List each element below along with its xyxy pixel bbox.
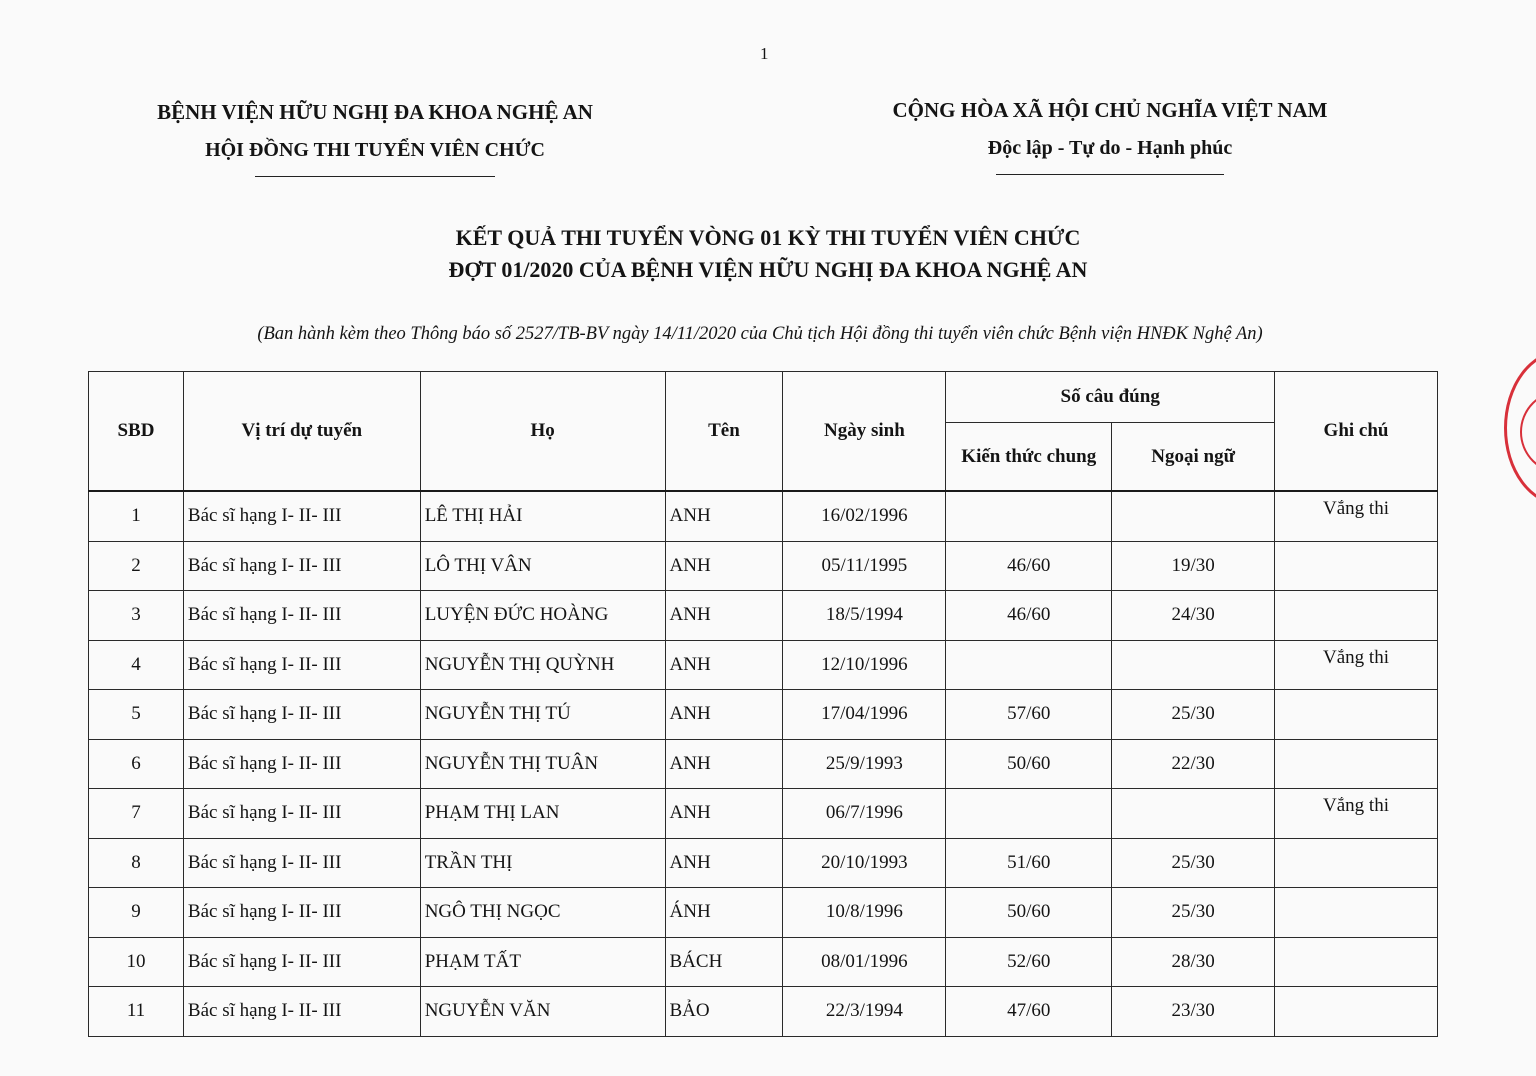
cell-dob: 08/01/1996 <box>783 937 946 987</box>
table-row <box>89 591 1438 641</box>
cell-sbd: 10 <box>89 937 184 987</box>
cell-sbd: 5 <box>89 690 184 740</box>
cell-surname: TRẦN THỊ <box>420 838 665 888</box>
cell-general-knowledge: 47/60 <box>946 987 1112 1037</box>
table-row <box>89 739 1438 789</box>
cell-surname: NGUYỄN THỊ TÚ <box>420 690 665 740</box>
cell-dob: 25/9/1993 <box>783 739 946 789</box>
cell-general-knowledge <box>946 491 1112 541</box>
cell-position: Bác sĩ hạng I- II- III <box>183 838 420 888</box>
cell-note <box>1275 690 1438 740</box>
cell-foreign-language: 25/30 <box>1112 888 1275 938</box>
cell-sbd: 4 <box>89 640 184 690</box>
header-position: Vị trí dự tuyển <box>183 372 420 492</box>
cell-surname: LUYỆN ĐỨC HOÀNG <box>420 591 665 641</box>
cell-note <box>1275 838 1438 888</box>
cell-surname: NGUYỄN THỊ TUÂN <box>420 739 665 789</box>
table-row <box>89 491 1438 541</box>
cell-note: Vắng thi <box>1275 491 1438 541</box>
cell-dob: 17/04/1996 <box>783 690 946 740</box>
cell-name: ANH <box>665 739 783 789</box>
cell-note <box>1275 937 1438 987</box>
results-table <box>88 371 1438 1037</box>
cell-dob: 06/7/1996 <box>783 789 946 839</box>
cell-foreign-language: 28/30 <box>1112 937 1275 987</box>
cell-name: ANH <box>665 690 783 740</box>
cell-position: Bác sĩ hạng I- II- III <box>183 789 420 839</box>
cell-general-knowledge: 50/60 <box>946 888 1112 938</box>
cell-name: ANH <box>665 640 783 690</box>
header-note: Ghi chú <box>1275 372 1438 492</box>
cell-sbd: 11 <box>89 987 184 1037</box>
header-surname: Họ <box>420 372 665 492</box>
header-sbd: SBD <box>89 372 184 492</box>
cell-position: Bác sĩ hạng I- II- III <box>183 591 420 641</box>
cell-dob: 20/10/1993 <box>783 838 946 888</box>
council-name: HỘI ĐỒNG THI TUYỂN VIÊN CHỨC <box>205 139 545 161</box>
cell-name: BÁCH <box>665 937 783 987</box>
cell-foreign-language: 25/30 <box>1112 690 1275 740</box>
cell-position: Bác sĩ hạng I- II- III <box>183 739 420 789</box>
header-right-underline <box>996 174 1224 175</box>
national-motto: Độc lập - Tự do - Hạnh phúc <box>987 137 1233 159</box>
header-name: Tên <box>665 372 783 492</box>
cell-general-knowledge <box>946 789 1112 839</box>
cell-name: ANH <box>665 541 783 591</box>
cell-sbd: 8 <box>89 838 184 888</box>
cell-name: ANH <box>665 591 783 641</box>
cell-surname: PHẠM TẤT <box>420 937 665 987</box>
title-line-1: KẾT QUẢ THI TUYỂN VÒNG 01 KỲ THI TUYỂN VIÊN CHỨC <box>455 225 1081 250</box>
cell-name: ANH <box>665 838 783 888</box>
cell-foreign-language: 24/30 <box>1112 591 1275 641</box>
cell-sbd: 1 <box>89 491 184 541</box>
cell-sbd: 7 <box>89 789 184 839</box>
header-right <box>840 98 1380 175</box>
cell-sbd: 9 <box>89 888 184 938</box>
cell-foreign-language <box>1112 640 1275 690</box>
cell-general-knowledge: 46/60 <box>946 541 1112 591</box>
cell-general-knowledge <box>946 640 1112 690</box>
cell-note <box>1275 888 1438 938</box>
cell-foreign-language: 22/30 <box>1112 739 1275 789</box>
cell-general-knowledge: 51/60 <box>946 838 1112 888</box>
cell-foreign-language: 19/30 <box>1112 541 1275 591</box>
cell-dob: 12/10/1996 <box>783 640 946 690</box>
cell-foreign-language <box>1112 789 1275 839</box>
cell-dob: 05/11/1995 <box>783 541 946 591</box>
cell-note <box>1275 541 1438 591</box>
table-row <box>89 789 1438 839</box>
table-row <box>89 541 1438 591</box>
cell-foreign-language: 23/30 <box>1112 987 1275 1037</box>
cell-dob: 16/02/1996 <box>783 491 946 541</box>
cell-foreign-language <box>1112 491 1275 541</box>
cell-name: BẢO <box>665 987 783 1037</box>
cell-surname: NGUYỄN THỊ QUỲNH <box>420 640 665 690</box>
cell-general-knowledge: 50/60 <box>946 739 1112 789</box>
page-number: 1 <box>760 44 769 63</box>
table-row <box>89 937 1438 987</box>
cell-position: Bác sĩ hạng I- II- III <box>183 690 420 740</box>
cell-note: Vắng thi <box>1275 640 1438 690</box>
header-foreign-language: Ngoại ngữ <box>1112 423 1275 492</box>
cell-note: Vắng thi <box>1275 789 1438 839</box>
document-subtitle: (Ban hành kèm theo Thông báo số 2527/TB-BV ngày 14/11/2020 của Chủ tịch Hội đồng thi tuyển viên chức Bệnh viện HNĐK Nghệ An) <box>257 324 1263 344</box>
table-header <box>89 372 1438 492</box>
org-name: BỆNH VIỆN HỮU NGHỊ ĐA KHOA NGHỆ AN <box>157 100 593 124</box>
table-body <box>89 491 1438 1036</box>
cell-foreign-language: 25/30 <box>1112 838 1275 888</box>
cell-surname: LÔ THỊ VÂN <box>420 541 665 591</box>
header-general-knowledge: Kiến thức chung <box>946 423 1112 492</box>
cell-dob: 18/5/1994 <box>783 591 946 641</box>
cell-position: Bác sĩ hạng I- II- III <box>183 987 420 1037</box>
cell-name: ANH <box>665 789 783 839</box>
cell-position: Bác sĩ hạng I- II- III <box>183 640 420 690</box>
cell-name: ANH <box>665 491 783 541</box>
table-row <box>89 987 1438 1037</box>
cell-name: ÁNH <box>665 888 783 938</box>
table-row <box>89 888 1438 938</box>
cell-general-knowledge: 52/60 <box>946 937 1112 987</box>
cell-position: Bác sĩ hạng I- II- III <box>183 541 420 591</box>
cell-dob: 10/8/1996 <box>783 888 946 938</box>
cell-dob: 22/3/1994 <box>783 987 946 1037</box>
header-left-underline <box>255 176 495 177</box>
cell-position: Bác sĩ hạng I- II- III <box>183 888 420 938</box>
table-row <box>89 640 1438 690</box>
nation-name: CỘNG HÒA XÃ HỘI CHỦ NGHĨA VIỆT NAM <box>892 98 1328 122</box>
title-line-2: ĐỢT 01/2020 CỦA BỆNH VIỆN HỮU NGHỊ ĐA KHOA NGHỆ AN <box>448 257 1088 282</box>
cell-sbd: 6 <box>89 739 184 789</box>
header-left <box>110 100 640 177</box>
cell-note <box>1275 987 1438 1037</box>
cell-position: Bác sĩ hạng I- II- III <box>183 491 420 541</box>
table-row <box>89 690 1438 740</box>
cell-surname: NGÔ THỊ NGỌC <box>420 888 665 938</box>
cell-general-knowledge: 46/60 <box>946 591 1112 641</box>
cell-position: Bác sĩ hạng I- II- III <box>183 937 420 987</box>
cell-surname: LÊ THỊ HẢI <box>420 491 665 541</box>
document-title <box>0 222 1536 286</box>
cell-note <box>1275 739 1438 789</box>
cell-sbd: 3 <box>89 591 184 641</box>
cell-sbd: 2 <box>89 541 184 591</box>
cell-general-knowledge: 57/60 <box>946 690 1112 740</box>
table-row <box>89 838 1438 888</box>
header-correct-answers: Số câu đúng <box>946 372 1275 423</box>
cell-note <box>1275 591 1438 641</box>
cell-surname: NGUYỄN VĂN <box>420 987 665 1037</box>
header-dob: Ngày sinh <box>783 372 946 492</box>
cell-surname: PHẠM THỊ LAN <box>420 789 665 839</box>
